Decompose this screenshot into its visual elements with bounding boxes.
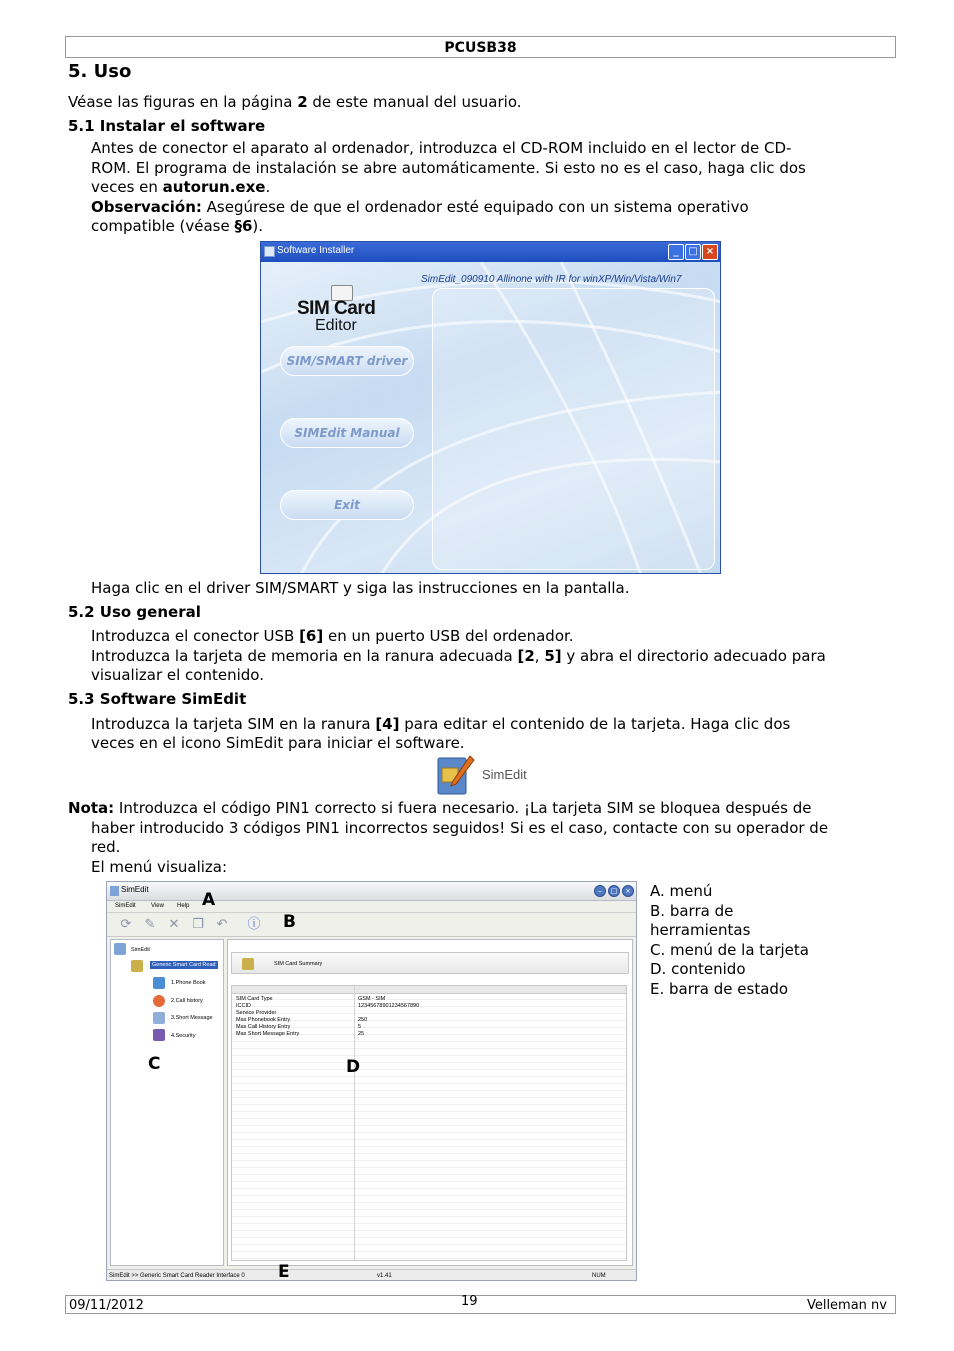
call-history-icon bbox=[153, 995, 165, 1007]
nota-line3: red. bbox=[91, 838, 121, 856]
s53-line1: Introduzca la tarjeta SIM en la ranura [4] para editar el contenido de la tarjeta. Haga clic dos bbox=[91, 715, 791, 733]
legend bbox=[650, 882, 809, 999]
footer-company: Velleman nv bbox=[806, 1298, 887, 1313]
status-path: SimEdit >> Generic Smart Card Reader Interface 0 bbox=[109, 1273, 245, 1279]
legend-item: A. menú bbox=[650, 882, 713, 900]
simedit-app-icon bbox=[436, 754, 476, 798]
simedit-tree-icon bbox=[114, 943, 126, 955]
page-header bbox=[65, 36, 896, 58]
menu-help[interactable]: Help bbox=[177, 903, 190, 909]
s51-line2: ROM. El programa de instalación se abre automáticamente. Si esto no es el caso, haga clic dos bbox=[91, 159, 806, 177]
heading-5-2: 5.2 Uso general bbox=[68, 603, 201, 621]
heading-5-3: 5.3 Software SimEdit bbox=[68, 690, 247, 708]
row-value: 250 bbox=[358, 1017, 368, 1023]
summary-table bbox=[231, 985, 627, 1261]
marker-a: A bbox=[202, 890, 216, 910]
s51-observation: Observación: Asegúrese de que el ordenador esté equipado con un sistema operativo bbox=[91, 198, 749, 216]
marker-b: B bbox=[283, 912, 296, 932]
marker-c: C bbox=[148, 1054, 161, 1074]
sim-smart-driver-button[interactable]: SIM/SMART driver bbox=[280, 346, 414, 376]
s52-line1: Introduzca el conector USB [6] en un puerto USB del ordenador. bbox=[91, 627, 574, 645]
marker-e: E bbox=[278, 1262, 290, 1281]
summary-bar bbox=[231, 952, 629, 974]
marker-d: D bbox=[346, 1057, 361, 1077]
installer-caption: SimEdit_090910 Allinone with IR for winXP/Win/Vista/Win7 bbox=[421, 274, 682, 285]
row-key: ICCID bbox=[236, 1003, 251, 1009]
copy-icon[interactable]: ❐ bbox=[192, 917, 204, 932]
s51-line3: veces en autorun.exe. bbox=[91, 178, 271, 196]
minimize-icon[interactable]: _ bbox=[668, 244, 684, 260]
table-header bbox=[232, 986, 626, 994]
tree-reader[interactable]: Generic Smart Card Read bbox=[152, 962, 216, 968]
legend-item: E. barra de estado bbox=[650, 979, 789, 998]
minimize-icon[interactable]: – bbox=[594, 885, 606, 897]
footer-date: 09/11/2012 bbox=[69, 1298, 144, 1313]
info-icon[interactable]: ⓘ bbox=[247, 917, 261, 932]
footer-page-number: 19 bbox=[461, 1294, 478, 1309]
maximize-icon[interactable]: □ bbox=[608, 885, 620, 897]
row-value: 12345678901234567890 bbox=[358, 1003, 420, 1009]
simedit-title-icon bbox=[110, 886, 119, 896]
edit-icon[interactable]: ✎ bbox=[144, 917, 156, 932]
tree-short-message[interactable]: 3.Short Message bbox=[171, 1015, 213, 1021]
row-value: GSM - SIM bbox=[358, 996, 386, 1002]
intro-text: Véase las figuras en la página 2 de este manual del usuario. bbox=[68, 93, 522, 111]
nota-line1: Nota: Introduzca el código PIN1 correcto si fuera necesario. ¡La tarjeta SIM se bloquea después de bbox=[68, 799, 812, 817]
sim-summary-icon bbox=[242, 958, 254, 970]
installer-titlebar bbox=[261, 242, 720, 262]
undo-icon[interactable]: ↶ bbox=[216, 917, 228, 932]
s51-after: Haga clic en el driver SIM/SMART y siga las instrucciones en la pantalla. bbox=[91, 579, 630, 597]
simedit-manual-button[interactable]: SIMEdit Manual bbox=[280, 418, 414, 448]
simedit-title: SimEdit bbox=[121, 885, 149, 894]
s51-line5: compatible (véase §6). bbox=[91, 217, 264, 235]
tree-security[interactable]: 4.Security bbox=[171, 1033, 196, 1039]
card-menu-tree bbox=[110, 939, 224, 1266]
header-title: PCUSB38 bbox=[444, 40, 517, 56]
simedit-menubar bbox=[107, 901, 636, 913]
row-key: SIM Card Type bbox=[236, 996, 273, 1002]
installer-app-icon bbox=[264, 246, 275, 257]
card-reader-icon bbox=[131, 960, 143, 972]
row-key: Max Call History Entry bbox=[236, 1024, 291, 1030]
simedit-window bbox=[106, 881, 637, 1281]
exit-button[interactable]: Exit bbox=[280, 490, 414, 520]
maximize-icon[interactable]: □ bbox=[685, 244, 701, 260]
short-message-icon bbox=[153, 1012, 165, 1024]
simedit-toolbar bbox=[107, 913, 636, 937]
close-icon[interactable]: × bbox=[622, 885, 634, 897]
status-bar bbox=[107, 1269, 636, 1281]
close-icon[interactable]: × bbox=[702, 244, 718, 260]
s53-line2: veces en el icono SimEdit para iniciar el software. bbox=[91, 734, 465, 752]
menu-simedit[interactable]: SimEdit bbox=[115, 903, 136, 909]
nota-line2: haber introducido 3 códigos PIN1 incorrectos seguidos! Si es el caso, contacte con su operador de bbox=[91, 819, 829, 837]
legend-item: D. contenido bbox=[650, 960, 746, 978]
nota-line4: El menú visualiza: bbox=[91, 858, 228, 876]
s52-line3: visualizar el contenido. bbox=[91, 666, 264, 684]
logo-line2: Editor bbox=[315, 317, 357, 334]
legend-item: B. barra de bbox=[650, 901, 734, 920]
tree-phone-book[interactable]: 1.Phone Book bbox=[171, 980, 206, 986]
s51-line1: Antes de conector el aparato al ordenador, introduzca el CD-ROM incluido en el lector de CD- bbox=[91, 139, 792, 157]
legend-item: herramientas bbox=[650, 921, 751, 939]
section-title: 5. Uso bbox=[68, 61, 132, 82]
legend-item: C. menú de la tarjeta bbox=[650, 940, 809, 959]
security-icon bbox=[153, 1029, 165, 1041]
page-footer bbox=[65, 1295, 896, 1314]
status-version: v1.41 bbox=[377, 1273, 392, 1279]
s52-line2: Introduzca la tarjeta de memoria en la ranura adecuada [2, 5] y abra el directorio adecuado para bbox=[91, 647, 826, 665]
heading-5-1: 5.1 Instalar el software bbox=[68, 117, 266, 135]
simedit-titlebar bbox=[107, 882, 636, 901]
refresh-icon[interactable]: ⟳ bbox=[120, 917, 132, 932]
tree-call-history[interactable]: 2.Call history bbox=[171, 998, 203, 1004]
row-value: 25 bbox=[358, 1031, 365, 1037]
logo-line1: SIM Card bbox=[297, 298, 376, 319]
tree-root[interactable]: SimEdit bbox=[131, 947, 150, 953]
installer-info-panel bbox=[432, 288, 715, 570]
row-key: Max Phonebook Entry bbox=[236, 1017, 291, 1023]
status-num: NUM bbox=[592, 1273, 606, 1279]
table-divider bbox=[354, 986, 355, 1260]
menu-view[interactable]: View bbox=[151, 903, 164, 909]
delete-icon[interactable]: ✕ bbox=[168, 917, 180, 932]
row-key: Service Provider bbox=[236, 1010, 277, 1016]
installer-title: Software Installer bbox=[277, 245, 355, 256]
content-pane bbox=[227, 939, 633, 1266]
row-value: 5 bbox=[358, 1024, 362, 1030]
summary-label: SIM Card Summary bbox=[274, 961, 323, 967]
row-key: Max Short Message Entry bbox=[236, 1031, 300, 1037]
simedit-icon-label: SimEdit bbox=[482, 767, 527, 782]
installer-screenshot bbox=[260, 241, 721, 574]
phone-book-icon bbox=[153, 977, 165, 989]
